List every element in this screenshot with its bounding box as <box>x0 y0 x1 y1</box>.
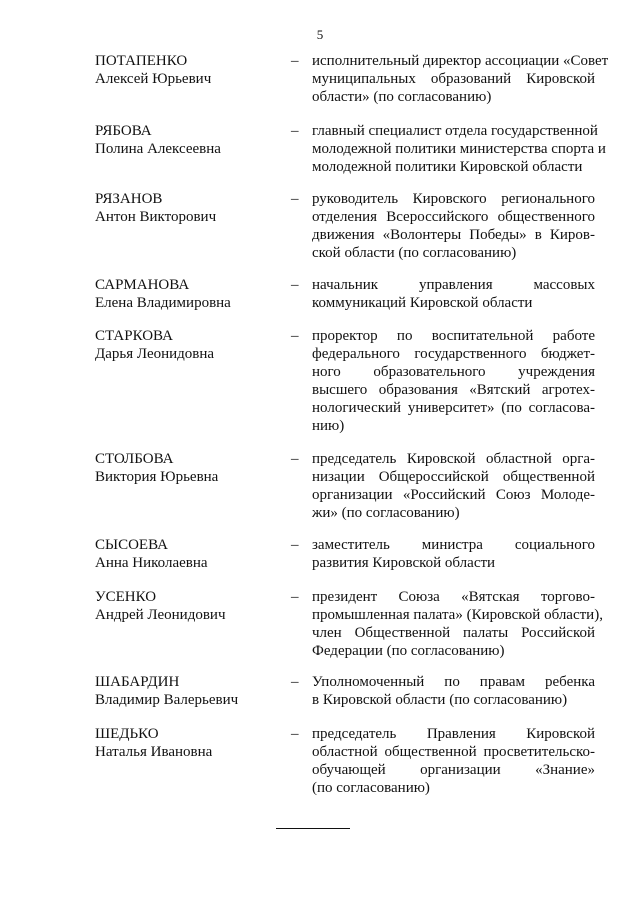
member-surname: РЯБОВА <box>95 123 152 139</box>
member-given-name: Дарья Леонидовна <box>95 346 215 362</box>
member-surname: ПОТАПЕНКО <box>95 53 188 69</box>
separator-dash: – <box>291 328 299 344</box>
position-line: нию) <box>312 418 345 434</box>
member-position <box>312 673 595 709</box>
position-line: заместитель министра социального <box>312 537 595 553</box>
separator-dash: – <box>291 191 299 207</box>
position-line: коммуникаций Кировской области <box>312 295 533 311</box>
position-line: движения «Волонтеры Победы» в Киров- <box>312 227 595 243</box>
separator-dash: – <box>291 726 299 742</box>
position-line: ного образовательного учреждения <box>312 364 595 380</box>
position-line: в Кировской области (по согласованию) <box>312 692 568 708</box>
member-name <box>95 122 280 158</box>
position-line: проректор по воспитательной работе <box>312 328 595 344</box>
position-line: развития Кировской области <box>312 555 496 571</box>
member-position <box>312 122 606 176</box>
member-given-name: Владимир Валерьевич <box>95 692 239 708</box>
position-line: молодежной политики министерства спорта и <box>312 141 606 157</box>
member-position <box>312 450 595 522</box>
member-position <box>312 190 595 262</box>
member-given-name: Анна Николаевна <box>95 555 208 571</box>
member-position <box>312 588 603 660</box>
position-line: Федерации (по согласованию) <box>312 643 505 659</box>
member-name <box>95 276 280 312</box>
member-surname: СЫСОЕВА <box>95 537 168 553</box>
separator-dash: – <box>291 123 299 139</box>
member-surname: РЯЗАНОВ <box>95 191 163 207</box>
closing-rule <box>276 828 350 829</box>
member-surname: САРМАНОВА <box>95 277 190 293</box>
member-given-name: Виктория Юрьевна <box>95 469 219 485</box>
position-line: нологический университет» (по согласова- <box>312 400 595 416</box>
separator-dash: – <box>291 277 299 293</box>
position-line: ской области (по согласованию) <box>312 245 517 261</box>
position-line: обучающей организации «Знание» <box>312 762 595 778</box>
position-line: промышленная палата» (Кировской области), <box>312 607 603 623</box>
position-line: (по согласованию) <box>312 780 430 796</box>
member-given-name: Полина Алексеевна <box>95 141 221 157</box>
position-line: жи» (по согласованию) <box>312 505 460 521</box>
member-position <box>312 536 595 572</box>
position-line: областной общественной просветительско- <box>312 744 595 760</box>
member-position <box>312 52 609 106</box>
position-line: области» (по согласованию) <box>312 89 492 105</box>
position-line: Уполномоченный по правам ребенка <box>312 674 595 690</box>
member-given-name: Алексей Юрьевич <box>95 71 212 87</box>
member-surname: СТАРКОВА <box>95 328 173 344</box>
member-given-name: Наталья Ивановна <box>95 744 213 760</box>
position-line: муниципальных образований Кировской <box>312 71 595 87</box>
position-line: молодежной политики Кировской области <box>312 159 583 175</box>
position-line: федерального государственного бюджет- <box>312 346 595 362</box>
position-line: начальник управления массовых <box>312 277 595 293</box>
member-name <box>95 327 280 363</box>
member-name <box>95 52 280 88</box>
position-line: главный специалист отдела государственной <box>312 123 598 139</box>
member-position <box>312 276 595 312</box>
member-surname: УСЕНКО <box>95 589 157 605</box>
position-line: член Общественной палаты Российской <box>312 625 595 641</box>
member-given-name: Елена Владимировна <box>95 295 231 311</box>
member-given-name: Андрей Леонидович <box>95 607 226 623</box>
position-line: председатель Кировской областной орга- <box>312 451 595 467</box>
member-surname: ШЕДЬКО <box>95 726 159 742</box>
separator-dash: – <box>291 451 299 467</box>
page-number: 5 <box>316 27 324 42</box>
member-position <box>312 725 595 797</box>
member-name <box>95 725 280 761</box>
member-surname: ШАБАРДИН <box>95 674 180 690</box>
member-name <box>95 190 280 226</box>
separator-dash: – <box>291 53 299 69</box>
separator-dash: – <box>291 589 299 605</box>
member-name <box>95 673 280 709</box>
position-line: руководитель Кировского регионального <box>312 191 595 207</box>
position-line: высшего образования «Вятский агротех- <box>312 382 595 398</box>
separator-dash: – <box>291 537 299 553</box>
member-name <box>95 588 280 624</box>
member-surname: СТОЛБОВА <box>95 451 174 467</box>
member-given-name: Антон Викторович <box>95 209 217 225</box>
position-line: отделения Всероссийского общественного <box>312 209 595 225</box>
position-line: председатель Правления Кировской <box>312 726 595 742</box>
position-line: исполнительный директор ассоциации «Совет <box>312 53 609 69</box>
member-name <box>95 536 280 572</box>
member-position <box>312 327 595 435</box>
position-line: низации Общероссийской общественной <box>312 469 595 485</box>
member-name <box>95 450 280 486</box>
position-line: организации «Российский Союз Молоде- <box>312 487 595 503</box>
position-line: президент Союза «Вятская торгово- <box>312 589 595 605</box>
separator-dash: – <box>291 674 299 690</box>
